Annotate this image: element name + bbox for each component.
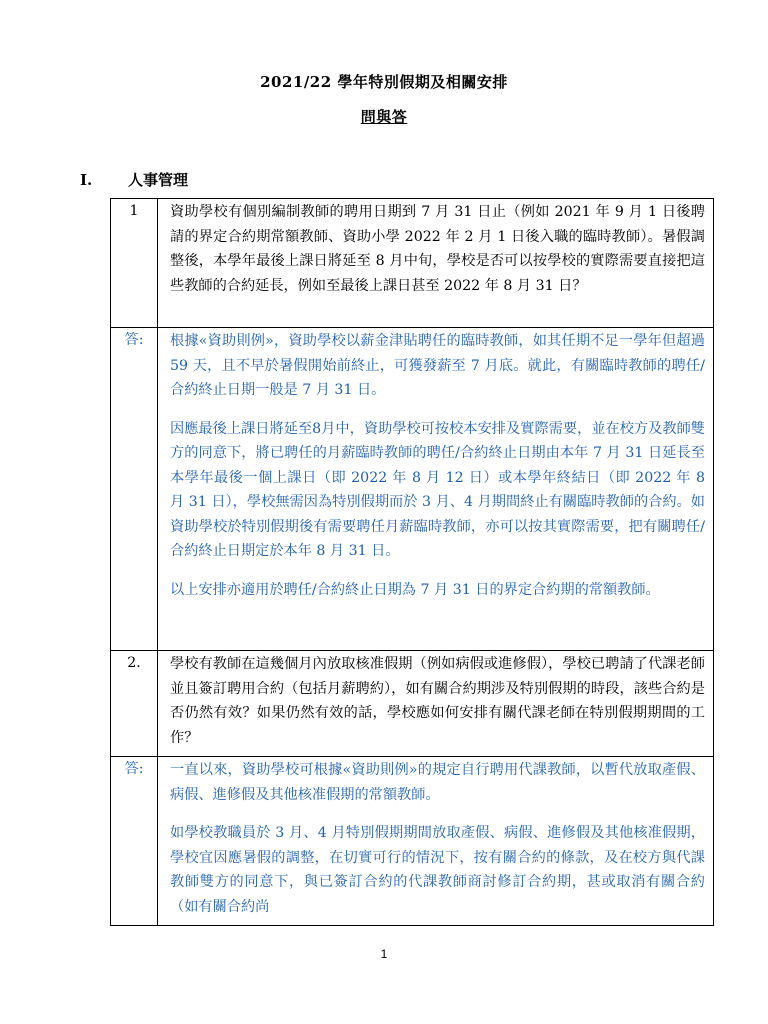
- answer-text: [158, 328, 714, 651]
- question-number: 2.: [111, 651, 158, 757]
- page-number: 1: [380, 947, 388, 961]
- document-title: 2021/22 學年特別假期及相關安排: [260, 73, 508, 91]
- answer-paragraph: 以上安排亦適用於聘任/合約終止日期為 7 月 31 日的界定合約期的常額教師。: [170, 581, 660, 598]
- question-text: [158, 651, 714, 757]
- answer-paragraph: 根據«資助則例»，資助學校以薪金津貼聘任的臨時教師，如其任期不足一學年但超過 59 天，且不早於暑假開始前終止，可獲發薪至 7 月底。就此，有關臨時教師的聘任/合約終止日期一般是 7 月 31 日。: [170, 333, 705, 398]
- question-text: [158, 199, 714, 328]
- answer-label: 答:: [111, 328, 158, 651]
- section-number: I.: [80, 171, 93, 189]
- answer-text: [158, 757, 714, 926]
- answer-row: [111, 757, 714, 926]
- question-row: [111, 651, 714, 757]
- document-subtitle: 問與答: [360, 108, 408, 126]
- section-heading: [80, 169, 188, 190]
- answer-row: [111, 328, 714, 651]
- question-paragraph: 學校有教師在這幾個月內放取核准假期（例如病假或進修假），學校已聘請了代課老師並且簽訂聘用合約（包括月薪聘約），如有關合約期涉及特別假期的時段，該些合約是否仍然有效？如果仍然有效的話，學校應如何安排有關代課老師在特別假期期間的工作？: [170, 656, 705, 746]
- question-paragraph: 資助學校有個別編制教師的聘用日期到 7 月 31 日止（例如 2021 年 9 月 1 日後聘請的界定合約期常額教師、資助小學 2022 年 2 月 1 日後入職的臨時教師）。暑假調整後，本學年最後上課日將延至 8 月中旬，學校是否可以按學校的實際需要直接把這些教師的合約延長，例如至最後上課日甚至 2022 年 8 月 31 日？: [170, 204, 705, 294]
- question-number: 1: [111, 199, 158, 328]
- answer-paragraph: 因應最後上課日將延至8月中，資助學校可按校本安排及實際需要，並在校方及教師雙方的同意下，將已聘任的月薪臨時教師的聘任/合約終止日期由本年 7 月 31 日延長至本學年最後一個上課日（即 2022 年 8 月 12 日）或本學年終結日（即 2022 年 8 月 31 日），學校無需因為特別假期而於 3 月、4 月期間終止有關臨時教師的合約。如資助學校於特別假期後有需要聘任月薪臨時教師，亦可以按其實際需要，把有關聘任/合約終止日期定於本年 8 月 31 日。: [170, 420, 705, 559]
- section-title: 人事管理: [128, 171, 189, 189]
- answer-paragraph: 一直以來，資助學校可根據«資助則例»的規定自行聘用代課教師，以暫代放取產假、病假、進修假及其他核准假期的常額教師。: [170, 762, 705, 803]
- qa-table: [110, 198, 714, 926]
- question-row: [111, 199, 714, 328]
- answer-paragraph: 如學校教職員於 3 月、4 月特別假期期間放取產假、病假、進修假及其他核准假期，學校宜因應暑假的調整，在切實可行的情況下，按有關合約的條款，及在校方與代課教師雙方的同意下，與已簽訂合約的代課教師商討修訂合約期，甚或取消有關合約（如有關合約尚: [170, 825, 705, 915]
- answer-label: 答:: [111, 757, 158, 926]
